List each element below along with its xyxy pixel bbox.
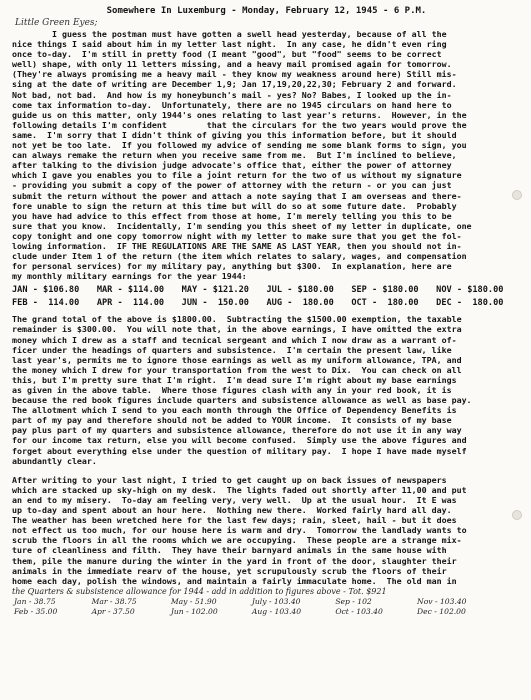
handwritten-cell: Mar - 38.75 — [91, 596, 137, 606]
earnings-cell: APR - 114.00 — [96, 297, 165, 308]
text-line: forget about everything else under the question of military pay. I hope I have made myself — [12, 445, 467, 456]
text-line: ture of cleanliness and filth. They have their barnyard animals in the same house with — [12, 545, 447, 556]
text-line: an end to my misery. To-day am feeling very, very well. Up at the usual hour. It E was — [12, 494, 457, 505]
text-line: well) shape, with only 11 letters missing, and a heavy mail promised again for tomorrow. — [12, 59, 452, 70]
text-line: once to-day. I'm still in pretty food (I meant "good", but "food" seems to be correct — [12, 49, 442, 60]
text-line: The weather has been wretched here for the last few days; rain, sleet, hail - but it does — [12, 515, 457, 526]
salutation: Little Green Eyes; — [15, 18, 98, 28]
punch-hole — [512, 510, 522, 520]
earnings-cell: NOV - $180.00 — [436, 285, 504, 296]
text-line: After writing to your last night, I tried to get caught up on back issues of newspapers — [12, 474, 447, 485]
handwritten-cell: July - 103.40 — [251, 596, 301, 606]
text-line: animals in the immediate rearv of the house, yet scrupulously scrub the floors of their — [12, 565, 447, 576]
earnings-cell: JUN - 150.00 — [181, 297, 249, 308]
handwritten-cell: Nov - 103.40 — [417, 596, 467, 606]
earnings-cell: AUG - 180.00 — [266, 297, 334, 308]
punch-hole — [512, 190, 522, 200]
earnings-cell: MAR - $114.00 — [96, 285, 165, 296]
handwritten-cell: Jun - 102.00 — [170, 606, 218, 616]
text-line: money which I drew as a staff and tecnical sergeant and which I now draw as a warrant of- — [12, 334, 457, 345]
text-line: nice things I said about him in my letter last night. In any case, he didn't even ring — [12, 39, 447, 50]
text-line: which are stacked up sky-high on my desk. The lights faded out shortly after 11,00 and put — [12, 484, 467, 495]
text-line: The grand total of the above is $1800.00. Subtracting the $1500.00 exemption, the taxable — [12, 314, 462, 325]
handwritten-cell: Jan - 38.75 — [14, 596, 56, 606]
handwritten-cell: Dec - 102.00 — [417, 606, 466, 616]
text-line: can always remake the return when you receive same from me. But I'm inclined to believe, — [12, 150, 457, 161]
letter-heading: Somewhere In Luxemburg - Monday, February 12, 1945 - 6 P.M. — [106, 6, 427, 16]
handwritten-cell: May - 51.90 — [170, 596, 217, 606]
text-line: not yet be too late. If you followed my advice of sending me some blank forms to sign, you — [12, 140, 467, 151]
text-line: home each day, polish the windows, and maintain a fairly immaculate home. The old man in — [12, 575, 457, 586]
text-line: ficer under the headings of quarters and subsistence. I'm certain the present law, like — [12, 344, 452, 355]
handwritten-cell: Aug - 103.40 — [251, 606, 302, 616]
text-line: for our income tax return, else you will become confused. Simply use the above figures and — [12, 435, 467, 446]
paragraph-military-pay — [12, 314, 521, 465]
text-line: sure that you know. Incidentally, I'm sending you this sheet of my letter in duplicate, one — [12, 220, 472, 231]
text-line: after talking to the division judge advocate's office that, either the power of attorney — [12, 160, 452, 171]
earnings-cell: DEC - 180.00 — [436, 297, 504, 308]
text-line: up to-day and spent about an hour here. Nothing new there. Worked fairly hard all day. — [12, 505, 452, 516]
text-line: part of my pay and therefore should not be added to YOUR income. It consists of my base — [12, 415, 452, 426]
handwritten-note: the Quarters & subsistence allowance for 1944 - add in addition to figures above - Tot. $921 — [12, 586, 387, 596]
handwritten-cell: Oct - 103.40 — [335, 606, 383, 616]
handwritten-cell: Sep - 102 — [335, 596, 372, 606]
text-line: The allotment which I send to you each month through the Office of Dependency Benefits is — [12, 405, 457, 416]
text-line: fore unable to sign the return at this time but will do so at some future date. Probably — [12, 200, 457, 211]
text-line: the money which I drew for your transportation from the west to Dix. You can check on all — [12, 364, 462, 375]
handwritten-allowance-table — [14, 597, 521, 617]
monthly-earnings-table — [12, 284, 521, 309]
text-line: - providing you submit a copy of the power of attorney with the return - or you can just — [12, 180, 452, 191]
text-line: my monthly military earnings for the year 1944: — [12, 271, 247, 282]
text-line: clude under Item 1 of the return (the item which relates to salary, wages, and compensation — [12, 251, 467, 262]
text-line: I guess the postman must have gotten a swell head yesterday, because of all the — [12, 29, 447, 39]
handwritten-cell: Apr - 37.50 — [91, 606, 135, 616]
text-line: scrub the floors in all the rooms which we are occupying. These people are a strange mix- — [12, 535, 462, 546]
earnings-cell: JUL - $180.00 — [266, 285, 334, 296]
text-line: them, pile the manure during the winter in the yard in front of the door, slaughter their — [12, 555, 457, 566]
text-line: following details I'm confident that the circulars for the two years would prove the — [12, 119, 467, 130]
text-line: same. I'm sorry that I didn't think of giving you this information before, but it should — [12, 129, 457, 140]
text-line: which I gave you enables you to file a joint return for the two of us without my signature — [12, 170, 462, 181]
earnings-cell: OCT - 180.00 — [351, 297, 419, 308]
text-line: because the red book figures include quarters and subsistence allowance as well as base pay. — [12, 395, 472, 406]
paragraph-tax-info — [12, 29, 521, 281]
text-line: pay plus part of my quarters and subsistence allowance, therefore do not use it in any way — [12, 425, 462, 436]
text-line: remainder is $300.00. You will note that, in the above earnings, I have omitted the extra — [12, 324, 462, 335]
earnings-cell: SEP - $180.00 — [351, 285, 419, 296]
text-line: this, but I'm pretty sure that I'm right. I'm dead sure I'm right about my base earnings — [12, 374, 457, 385]
paragraph-daily-news — [12, 475, 521, 586]
earnings-cell: MAY - $121.20 — [181, 285, 249, 296]
text-line: submit the return without the power and attach a note saying that I am overseas and there- — [12, 190, 462, 201]
handwritten-cell: Feb - 35.00 — [14, 606, 58, 616]
earnings-cell: JAN - $106.80 — [12, 285, 80, 296]
text-line: for personal services) for my military pay, anything but $300. In explanation, here are — [12, 261, 452, 272]
text-line: guide us on this matter, only 1944's ones relating to last year's returns. However, in the — [12, 109, 467, 120]
earnings-cell: FEB - 114.00 — [12, 297, 80, 308]
text-line: copy tonight and one copy tomorrow night with my letter to make sure that you get the fol- — [12, 230, 462, 241]
text-line: lowing information. IF THE REGULATIONS ARE THE SAME AS LAST YEAR, then you should not in- — [12, 240, 462, 251]
text-line: you have had advice to this effect from those at home, I'm merely telling you this to be — [12, 210, 452, 221]
text-line: (They're always promising me a heavy mail - they know my weakness around here) Still mis- — [12, 69, 457, 80]
text-line: abundantly clear. — [12, 455, 97, 466]
text-line: come tax information to-day. Unfortunately, there are no 1945 circulars on hand here to — [12, 99, 452, 110]
text-line: as given in the above table. Where those figures clash with any in your red book, it is — [12, 385, 452, 395]
text-line: Not bad, not bad. And how is my honeybunch's mail - yes? No? Babes, I looked up the in- — [12, 89, 452, 100]
text-line: not effect us too much, for our house here is warm and dry. Tomorrow the landlady wants to — [12, 525, 467, 536]
text-line: sing at the date of writing are December 1,9; Jan 17,19,20,22,30; February 2 and forward. — [12, 79, 457, 90]
text-line: last year's, permits me to ignore those earnings as well as my uniform allowance, TPA, and — [12, 354, 462, 365]
